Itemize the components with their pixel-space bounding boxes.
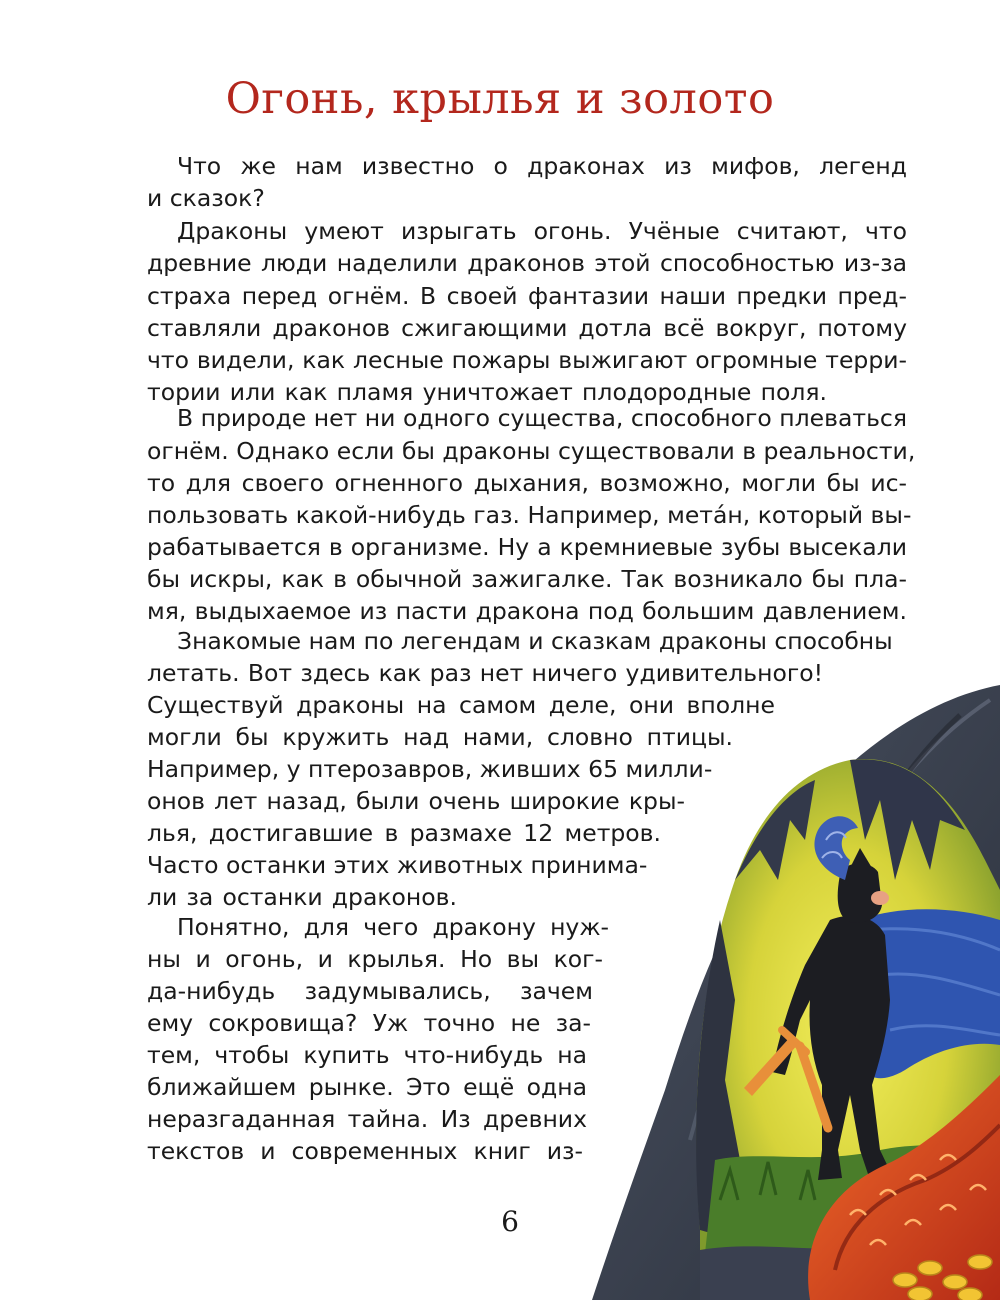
page-title: Огонь, крылья и золото (225, 74, 775, 124)
text-line: онов лет назад, были очень широкие кры- (147, 787, 685, 815)
text-line: ны и огонь, и крылья. Но вы ког- (147, 945, 603, 973)
text-line: ставляли драконов сжигающими дотла всё вокруг, потому (147, 314, 907, 342)
text-line: да-нибудь задумывались, зачем (147, 977, 593, 1005)
text-line: могли бы кружить над нами, словно птицы. (147, 723, 733, 751)
text-line: Что же нам известно о драконах из мифов, легенд (177, 152, 907, 180)
text-line: Например, у птерозавров, живших 65 милли- (147, 755, 713, 783)
text-line: Существуй драконы на самом деле, они вполне (147, 691, 775, 719)
text-line: Часто останки этих животных принима- (147, 851, 648, 879)
text-line: лья, достигавшие в размахе 12 метров. (147, 819, 661, 847)
text-line: летать. Вот здесь как раз нет ничего удивительного! (147, 659, 823, 687)
text-line: ближайшем рынке. Это ещё одна (147, 1073, 587, 1101)
text-line: и сказок? (147, 184, 265, 212)
text-line: текстов и современных книг из- (147, 1137, 583, 1165)
text-line: то для своего огненного дыхания, возможно, могли бы ис- (147, 469, 907, 497)
text-line: страха перед огнём. В своей фантазии наши предки пред- (147, 282, 907, 310)
text-line: Понятно, для чего дракону нуж- (177, 913, 609, 941)
text-line: В природе нет ни одного существа, способного плеваться (177, 404, 907, 432)
text-line: Знакомые нам по легендам и сказкам драконы способны (177, 627, 893, 655)
text-line: пользовать какой-нибудь газ. Например, мета́н, который вы- (147, 501, 912, 529)
text-line: бы искры, как в обычной зажигалке. Так возникало бы пла- (147, 565, 907, 593)
text-line: Драконы умеют изрыгать огонь. Учёные считают, что (177, 217, 907, 245)
text-line: ли за останки драконов. (147, 883, 457, 911)
text-line: древние люди наделили драконов этой способностью из-за (147, 249, 907, 277)
text-line: ему сокровища? Уж точно не за- (147, 1009, 591, 1037)
text-line: мя, выдыхаемое из пасти дракона под большим давлением. (147, 597, 907, 625)
text-line: рабатывается в организме. Ну а кремниевые зубы высекали (147, 533, 907, 561)
text-line: тории или как пламя уничтожает плодородные поля. (147, 378, 827, 406)
text-line: что видели, как лесные пожары выжигают огромные терри- (147, 346, 907, 374)
text-line: неразгаданная тайна. Из древних (147, 1105, 587, 1133)
text-line: тем, чтобы купить что-нибудь на (147, 1041, 587, 1069)
text-line: огнём. Однако если бы драконы существовали в реальности, (147, 437, 916, 465)
page-number: 6 (501, 1205, 519, 1238)
